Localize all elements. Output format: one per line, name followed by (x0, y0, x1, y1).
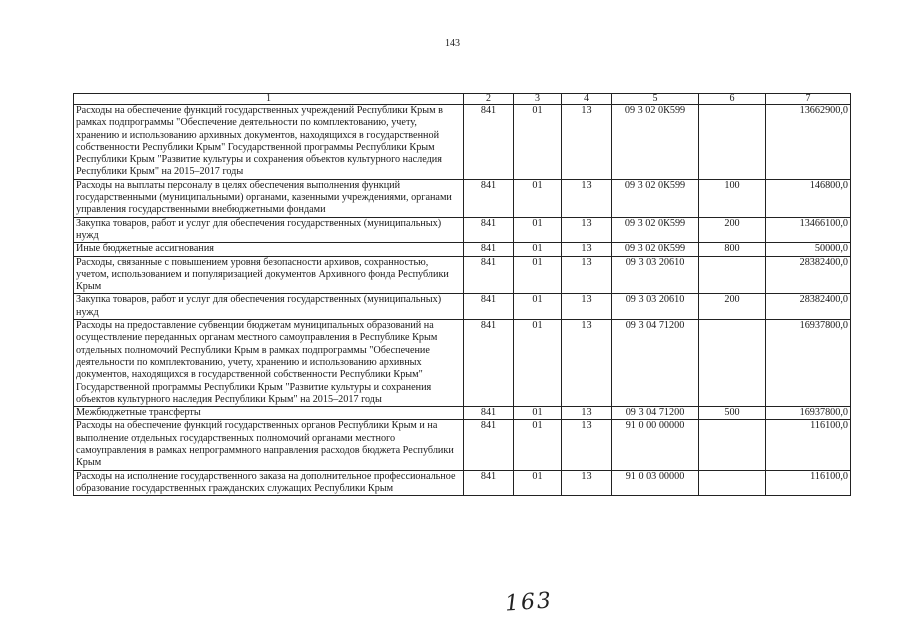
table-row (74, 217, 851, 243)
expense-type-code (699, 320, 766, 407)
amount: 50000,0 (766, 243, 851, 256)
target-item-code: 91 0 03 00000 (612, 470, 699, 496)
target-item-code: 09 3 04 71200 (612, 320, 699, 407)
handwritten-page-note: 163 (504, 588, 554, 617)
amount: 13662900,0 (766, 105, 851, 180)
ministry-code: 841 (464, 320, 514, 407)
section-code: 01 (514, 420, 562, 470)
header-col-1: 1 (74, 94, 464, 105)
amount: 116100,0 (766, 470, 851, 496)
amount: 28382400,0 (766, 256, 851, 294)
table-row (74, 294, 851, 320)
subsection-code: 13 (562, 256, 612, 294)
table-row (74, 407, 851, 420)
expense-type-code: 200 (699, 217, 766, 243)
target-item-code: 09 3 02 0К599 (612, 217, 699, 243)
amount: 28382400,0 (766, 294, 851, 320)
section-code: 01 (514, 243, 562, 256)
section-code: 01 (514, 217, 562, 243)
ministry-code: 841 (464, 407, 514, 420)
amount: 146800,0 (766, 179, 851, 217)
subsection-code: 13 (562, 105, 612, 180)
subsection-code: 13 (562, 470, 612, 496)
header-col-3: 3 (514, 94, 562, 105)
expense-type-code: 800 (699, 243, 766, 256)
ministry-code: 841 (464, 256, 514, 294)
ministry-code: 841 (464, 294, 514, 320)
section-code: 01 (514, 256, 562, 294)
expense-type-code (699, 256, 766, 294)
header-col-2: 2 (464, 94, 514, 105)
subsection-code: 13 (562, 179, 612, 217)
row-description: Расходы на выплаты персоналу в целях обеспечения выполнения функций государственными (муниципальными) органами, казенными учреждениями, органами управления государственными внебюджетными фондами (74, 179, 464, 217)
expense-type-code: 200 (699, 294, 766, 320)
row-description: Расходы на обеспечение функций государственных органов Республики Крым и на выполнение отдельных государственных полномочий органами местного самоуправления в рамках непрограммного направления расходов бюджета Республики Крым (74, 420, 464, 470)
page-number: 143 (445, 38, 460, 49)
expense-type-code (699, 470, 766, 496)
table-row (74, 105, 851, 180)
section-code: 01 (514, 320, 562, 407)
budget-table (73, 93, 851, 496)
amount: 116100,0 (766, 420, 851, 470)
target-item-code: 09 3 02 0К599 (612, 243, 699, 256)
header-col-7: 7 (766, 94, 851, 105)
target-item-code: 09 3 02 0К599 (612, 179, 699, 217)
amount: 13466100,0 (766, 217, 851, 243)
row-description: Межбюджетные трансферты (74, 407, 464, 420)
section-code: 01 (514, 407, 562, 420)
row-description: Расходы, связанные с повышением уровня безопасности архивов, сохранностью, учетом, использованием и популяризацией документов Архивного фонда Республики Крым (74, 256, 464, 294)
target-item-code: 09 3 02 0К599 (612, 105, 699, 180)
expense-type-code: 100 (699, 179, 766, 217)
target-item-code: 09 3 03 20610 (612, 256, 699, 294)
expense-type-code (699, 105, 766, 180)
amount: 16937800,0 (766, 320, 851, 407)
header-col-4: 4 (562, 94, 612, 105)
table-row (74, 420, 851, 470)
table-row (74, 470, 851, 496)
ministry-code: 841 (464, 243, 514, 256)
target-item-code: 09 3 03 20610 (612, 294, 699, 320)
subsection-code: 13 (562, 294, 612, 320)
section-code: 01 (514, 105, 562, 180)
expense-type-code (699, 420, 766, 470)
row-description: Закупка товаров, работ и услуг для обеспечения государственных (муниципальных) нужд (74, 217, 464, 243)
row-description: Иные бюджетные ассигнования (74, 243, 464, 256)
subsection-code: 13 (562, 320, 612, 407)
table-row (74, 243, 851, 256)
table-row (74, 320, 851, 407)
ministry-code: 841 (464, 420, 514, 470)
table-row (74, 256, 851, 294)
subsection-code: 13 (562, 217, 612, 243)
section-code: 01 (514, 179, 562, 217)
subsection-code: 13 (562, 420, 612, 470)
amount: 16937800,0 (766, 407, 851, 420)
row-description: Расходы на обеспечение функций государственных учреждений Республики Крым в рамках подпрограммы "Обеспечение деятельности по комплектованию, учету, хранению и использованию архивных документов, находящихся в государственной собственности Республики Крым" Государственной программы Республики Крым Республики Крым "Развитие культуры и сохранения объектов культурного наследия Республики Крым" на 2015–2017 годы (74, 105, 464, 180)
target-item-code: 09 3 04 71200 (612, 407, 699, 420)
expense-type-code: 500 (699, 407, 766, 420)
subsection-code: 13 (562, 243, 612, 256)
header-col-6: 6 (699, 94, 766, 105)
row-description: Закупка товаров, работ и услуг для обеспечения государственных (муниципальных) нужд (74, 294, 464, 320)
ministry-code: 841 (464, 105, 514, 180)
table-row (74, 179, 851, 217)
ministry-code: 841 (464, 179, 514, 217)
section-code: 01 (514, 470, 562, 496)
target-item-code: 91 0 00 00000 (612, 420, 699, 470)
section-code: 01 (514, 294, 562, 320)
subsection-code: 13 (562, 407, 612, 420)
row-description: Расходы на предоставление субвенции бюджетам муниципальных образований на осуществление переданных органам местного самоуправления в Республике Крым отдельных полномочий Республики Крым в рамках подпрограммы "Обеспечение деятельности по комплектованию, учету, хранению и использованию архивных документов, находящихся в государственной собственности Республики Крым" Государственной программы Республики Крым "Развитие культуры и сохранения объектов культурного наследия Республики Крым" на 2015–2017 годы (74, 320, 464, 407)
row-description: Расходы на исполнение государственного заказа на дополнительное профессиональное образование государственных гражданских служащих Республики Крым (74, 470, 464, 496)
ministry-code: 841 (464, 217, 514, 243)
header-col-5: 5 (612, 94, 699, 105)
header-row (74, 94, 851, 105)
ministry-code: 841 (464, 470, 514, 496)
